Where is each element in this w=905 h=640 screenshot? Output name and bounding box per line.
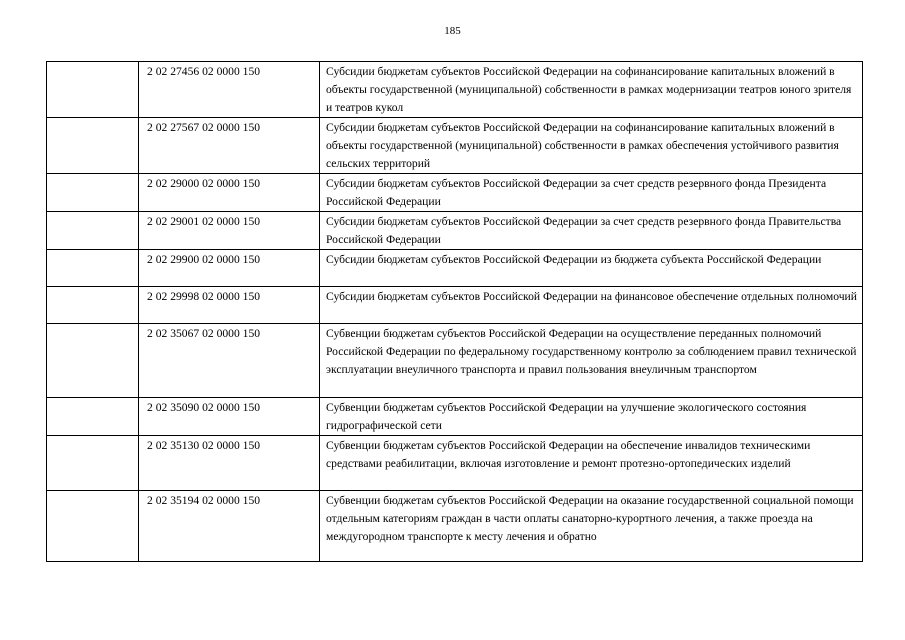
table-row [47, 174, 863, 212]
admin-code-cell [47, 398, 139, 436]
budget-code-cell: 2 02 29001 02 0000 150 [139, 212, 320, 250]
admin-code-cell [47, 491, 139, 562]
table-row [47, 436, 863, 491]
page-number: 185 [444, 25, 461, 37]
admin-code-cell [47, 250, 139, 287]
admin-code-cell [47, 212, 139, 250]
budget-code-cell: 2 02 35130 02 0000 150 [139, 436, 320, 491]
revenue-name-cell: Субсидии бюджетам субъектов Российской Федерации за счет средств резервного фонда Президента Российской Федерации [320, 174, 863, 212]
admin-code-cell [47, 436, 139, 491]
budget-classification-table [46, 61, 863, 562]
table-row [47, 250, 863, 287]
revenue-name-cell: Субсидии бюджетам субъектов Российской Федерации за счет средств резервного фонда Правительства Российской Федерации [320, 212, 863, 250]
admin-code-cell [47, 287, 139, 324]
revenue-name-cell: Субсидии бюджетам субъектов Российской Федерации из бюджета субъекта Российской Федерации [320, 250, 863, 287]
admin-code-cell [47, 324, 139, 398]
table-row [47, 118, 863, 174]
budget-code-cell: 2 02 29000 02 0000 150 [139, 174, 320, 212]
admin-code-cell [47, 174, 139, 212]
revenue-name-cell: Субвенции бюджетам субъектов Российской Федерации на обеспечение инвалидов техническими средствами реабилитации, включая изготовление и ремонт протезно-ортопедических изделий [320, 436, 863, 491]
admin-code-cell [47, 62, 139, 118]
revenue-name-cell: Субвенции бюджетам субъектов Российской Федерации на осуществление переданных полномочий Российской Федерации по федеральному государственному контролю за соблюдением правил технической эксплуатации внеуличного транспорта и правил пользования внеуличным транспортом [320, 324, 863, 398]
revenue-name-cell: Субвенции бюджетам субъектов Российской Федерации на оказание государственной социальной помощи отдельным категориям граждан в части оплаты санаторно-курортного лечения, а также проезда на междугородном транспорте к месту лечения и обратно [320, 491, 863, 562]
budget-code-cell: 2 02 35090 02 0000 150 [139, 398, 320, 436]
table-row [47, 398, 863, 436]
revenue-name-cell: Субсидии бюджетам субъектов Российской Федерации на софинансирование капитальных вложений в объекты государственной (муниципальной) собственности в рамках обеспечения устойчивого развития сельских территорий [320, 118, 863, 174]
budget-code-cell: 2 02 35194 02 0000 150 [139, 491, 320, 562]
table-row [47, 287, 863, 324]
budget-code-cell: 2 02 35067 02 0000 150 [139, 324, 320, 398]
table-row [47, 491, 863, 562]
revenue-name-cell: Субсидии бюджетам субъектов Российской Федерации на финансовое обеспечение отдельных полномочий [320, 287, 863, 324]
table-row [47, 324, 863, 398]
revenue-name-cell: Субсидии бюджетам субъектов Российской Федерации на софинансирование капитальных вложений в объекты государственной (муниципальной) собственности в рамках модернизации театров юного зрителя и театров кукол [320, 62, 863, 118]
table-row [47, 62, 863, 118]
budget-code-cell: 2 02 29998 02 0000 150 [139, 287, 320, 324]
admin-code-cell [47, 118, 139, 174]
budget-code-cell: 2 02 27456 02 0000 150 [139, 62, 320, 118]
revenue-name-cell: Субвенции бюджетам субъектов Российской Федерации на улучшение экологического состояния гидрографической сети [320, 398, 863, 436]
budget-code-cell: 2 02 27567 02 0000 150 [139, 118, 320, 174]
table-row [47, 212, 863, 250]
budget-code-cell: 2 02 29900 02 0000 150 [139, 250, 320, 287]
